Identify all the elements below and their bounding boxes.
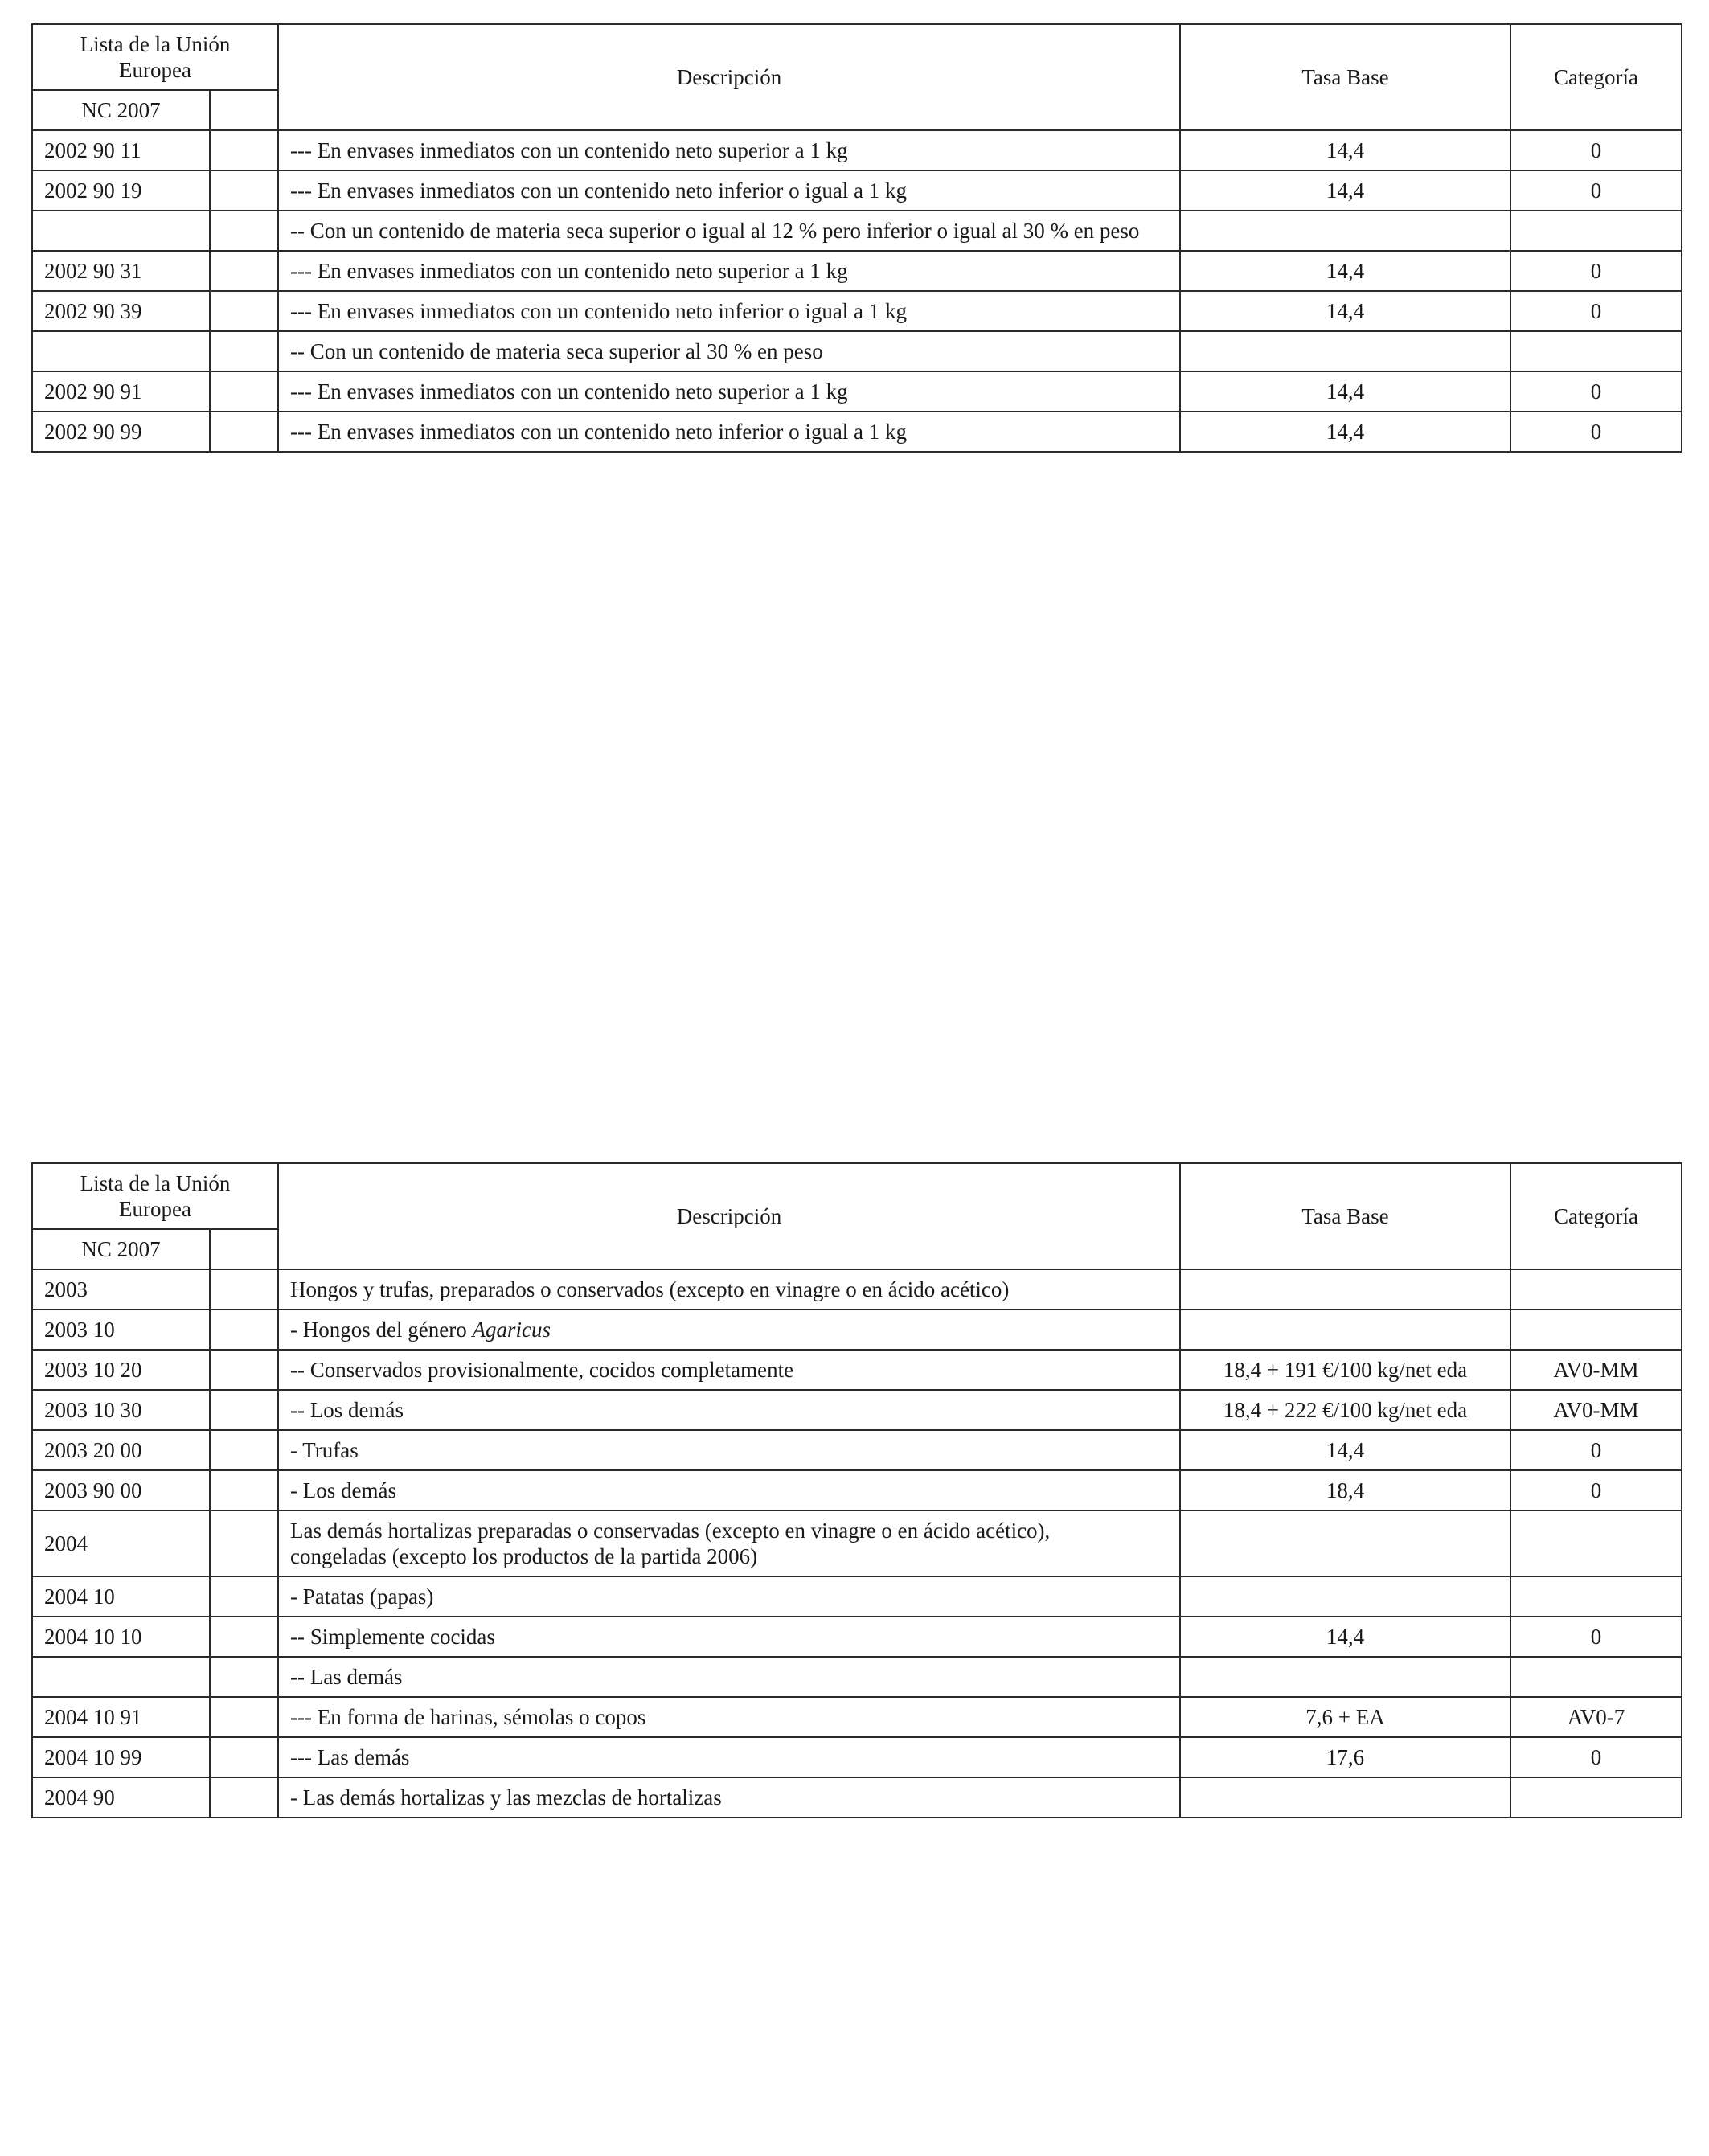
table-row — [32, 1310, 1682, 1350]
table-row — [32, 1350, 1682, 1390]
category: 0 — [1510, 371, 1682, 412]
empty-cell — [210, 1576, 278, 1617]
description: -- Conservados provisionalmente, cocidos completamente — [278, 1350, 1180, 1390]
empty-cell — [210, 371, 278, 412]
description: -- Con un contenido de materia seca superior o igual al 12 % pero inferior o igual al 30 % en peso — [278, 211, 1180, 251]
base-rate: 18,4 + 191 €/100 kg/net eda — [1180, 1350, 1510, 1390]
table-row — [32, 1269, 1682, 1310]
table-row — [32, 1737, 1682, 1777]
eu-list-header-line1: Lista de la Unión — [80, 1170, 231, 1195]
description — [278, 1310, 1180, 1350]
base-rate: 18,4 — [1180, 1470, 1510, 1510]
description: --- En forma de harinas, sémolas o copos — [278, 1697, 1180, 1737]
nc-code: 2002 90 11 — [32, 130, 210, 170]
category: 0 — [1510, 130, 1682, 170]
nc-code: 2002 90 91 — [32, 371, 210, 412]
empty-cell — [210, 412, 278, 452]
category: AV0-MM — [1510, 1350, 1682, 1390]
empty-cell — [210, 1657, 278, 1697]
category — [1510, 331, 1682, 371]
empty-cell — [210, 1390, 278, 1430]
empty-cell — [210, 1269, 278, 1310]
tariff-table-2 — [31, 1162, 1682, 1818]
empty-cell — [210, 1777, 278, 1818]
empty-cell — [210, 1510, 278, 1576]
description: --- En envases inmediatos con un contenido neto inferior o igual a 1 kg — [278, 412, 1180, 452]
table-row — [32, 1470, 1682, 1510]
eu-list-header-line2: Europea — [119, 1197, 191, 1221]
empty-cell — [210, 1310, 278, 1350]
base-rate — [1180, 331, 1510, 371]
table-row — [32, 1510, 1682, 1576]
empty-cell — [210, 1617, 278, 1657]
category: 0 — [1510, 251, 1682, 291]
nc-code: 2004 10 10 — [32, 1617, 210, 1657]
empty-cell — [210, 251, 278, 291]
table-row — [32, 291, 1682, 331]
base-rate: 14,4 — [1180, 1617, 1510, 1657]
table-row — [32, 1697, 1682, 1737]
description: - Las demás hortalizas y las mezclas de hortalizas — [278, 1777, 1180, 1818]
eu-list-header — [32, 1163, 278, 1229]
base-rate-header: Tasa Base — [1180, 24, 1510, 130]
eu-list-header-line2: Europea — [119, 58, 191, 82]
base-rate — [1180, 1576, 1510, 1617]
nc-code — [32, 1657, 210, 1697]
nc-code: 2003 10 — [32, 1310, 210, 1350]
nc-2007-header: NC 2007 — [32, 1229, 210, 1269]
empty-cell — [210, 130, 278, 170]
description: - Los demás — [278, 1470, 1180, 1510]
empty-cell — [210, 1737, 278, 1777]
table-row — [32, 371, 1682, 412]
category — [1510, 1657, 1682, 1697]
genus-name: Agaricus — [472, 1317, 551, 1342]
base-rate — [1180, 211, 1510, 251]
base-rate: 7,6 + EA — [1180, 1697, 1510, 1737]
description: - Trufas — [278, 1430, 1180, 1470]
description: Hongos y trufas, preparados o conservados (excepto en vinagre o en ácido acético) — [278, 1269, 1180, 1310]
nc-code: 2003 10 30 — [32, 1390, 210, 1430]
nc-2007-header: NC 2007 — [32, 90, 210, 130]
description: -- Los demás — [278, 1390, 1180, 1430]
nc-code: 2004 — [32, 1510, 210, 1576]
description: --- En envases inmediatos con un contenido neto superior a 1 kg — [278, 371, 1180, 412]
category-header: Categoría — [1510, 1163, 1682, 1269]
empty-cell — [210, 1229, 278, 1269]
nc-code: 2004 10 — [32, 1576, 210, 1617]
description-text: - Hongos del género — [290, 1317, 473, 1342]
nc-code: 2004 10 91 — [32, 1697, 210, 1737]
empty-cell — [210, 90, 278, 130]
table-row — [32, 170, 1682, 211]
nc-code: 2002 90 99 — [32, 412, 210, 452]
table-row — [32, 1657, 1682, 1697]
nc-code: 2003 — [32, 1269, 210, 1310]
empty-cell — [210, 1470, 278, 1510]
nc-code: 2003 90 00 — [32, 1470, 210, 1510]
description-header: Descripción — [278, 1163, 1180, 1269]
base-rate-header: Tasa Base — [1180, 1163, 1510, 1269]
nc-code: 2002 90 39 — [32, 291, 210, 331]
base-rate — [1180, 1657, 1510, 1697]
table-row — [32, 1390, 1682, 1430]
category — [1510, 1269, 1682, 1310]
empty-cell — [210, 1430, 278, 1470]
category: 0 — [1510, 412, 1682, 452]
category: 0 — [1510, 1470, 1682, 1510]
empty-cell — [210, 211, 278, 251]
header-row — [32, 24, 1682, 90]
category: 0 — [1510, 170, 1682, 211]
base-rate — [1180, 1510, 1510, 1576]
nc-code: 2003 20 00 — [32, 1430, 210, 1470]
empty-cell — [210, 291, 278, 331]
category: 0 — [1510, 1617, 1682, 1657]
empty-cell — [210, 170, 278, 211]
description: --- En envases inmediatos con un contenido neto inferior o igual a 1 kg — [278, 291, 1180, 331]
category: AV0-7 — [1510, 1697, 1682, 1737]
category — [1510, 1777, 1682, 1818]
nc-code — [32, 331, 210, 371]
table-row — [32, 130, 1682, 170]
table-row — [32, 1430, 1682, 1470]
table-row — [32, 1777, 1682, 1818]
category: 0 — [1510, 1430, 1682, 1470]
description: -- Las demás — [278, 1657, 1180, 1697]
nc-code: 2002 90 19 — [32, 170, 210, 211]
nc-code: 2003 10 20 — [32, 1350, 210, 1390]
description: --- En envases inmediatos con un contenido neto superior a 1 kg — [278, 130, 1180, 170]
base-rate: 14,4 — [1180, 1430, 1510, 1470]
description-header: Descripción — [278, 24, 1180, 130]
category-header: Categoría — [1510, 24, 1682, 130]
eu-list-header — [32, 24, 278, 90]
description-line-2: congeladas (excepto los productos de la partida 2006) — [290, 1544, 758, 1568]
table-row — [32, 331, 1682, 371]
nc-code: 2004 10 99 — [32, 1737, 210, 1777]
base-rate — [1180, 1310, 1510, 1350]
nc-code: 2002 90 31 — [32, 251, 210, 291]
base-rate: 17,6 — [1180, 1737, 1510, 1777]
description — [278, 1510, 1180, 1576]
nc-code — [32, 211, 210, 251]
empty-cell — [210, 1697, 278, 1737]
description-line-1: Las demás hortalizas preparadas o conservadas (excepto en vinagre o en ácido acético), — [290, 1518, 1051, 1543]
category — [1510, 1510, 1682, 1576]
header-row — [32, 1163, 1682, 1229]
table-row — [32, 412, 1682, 452]
base-rate: 14,4 — [1180, 371, 1510, 412]
table-row — [32, 1576, 1682, 1617]
empty-cell — [210, 1350, 278, 1390]
description: - Patatas (papas) — [278, 1576, 1180, 1617]
nc-code: 2004 90 — [32, 1777, 210, 1818]
table-row — [32, 251, 1682, 291]
category — [1510, 211, 1682, 251]
description: --- En envases inmediatos con un contenido neto inferior o igual a 1 kg — [278, 170, 1180, 211]
base-rate — [1180, 1777, 1510, 1818]
table-row — [32, 211, 1682, 251]
base-rate: 14,4 — [1180, 291, 1510, 331]
base-rate: 14,4 — [1180, 251, 1510, 291]
description: --- En envases inmediatos con un contenido neto superior a 1 kg — [278, 251, 1180, 291]
tariff-table-1 — [31, 23, 1682, 453]
category: AV0-MM — [1510, 1390, 1682, 1430]
category: 0 — [1510, 1737, 1682, 1777]
category — [1510, 1310, 1682, 1350]
base-rate: 14,4 — [1180, 130, 1510, 170]
empty-cell — [210, 331, 278, 371]
description: -- Simplemente cocidas — [278, 1617, 1180, 1657]
description: -- Con un contenido de materia seca superior al 30 % en peso — [278, 331, 1180, 371]
table-row — [32, 1617, 1682, 1657]
category — [1510, 1576, 1682, 1617]
category: 0 — [1510, 291, 1682, 331]
eu-list-header-line1: Lista de la Unión — [80, 31, 231, 56]
base-rate: 14,4 — [1180, 170, 1510, 211]
base-rate — [1180, 1269, 1510, 1310]
description: --- Las demás — [278, 1737, 1180, 1777]
base-rate: 14,4 — [1180, 412, 1510, 452]
base-rate: 18,4 + 222 €/100 kg/net eda — [1180, 1390, 1510, 1430]
